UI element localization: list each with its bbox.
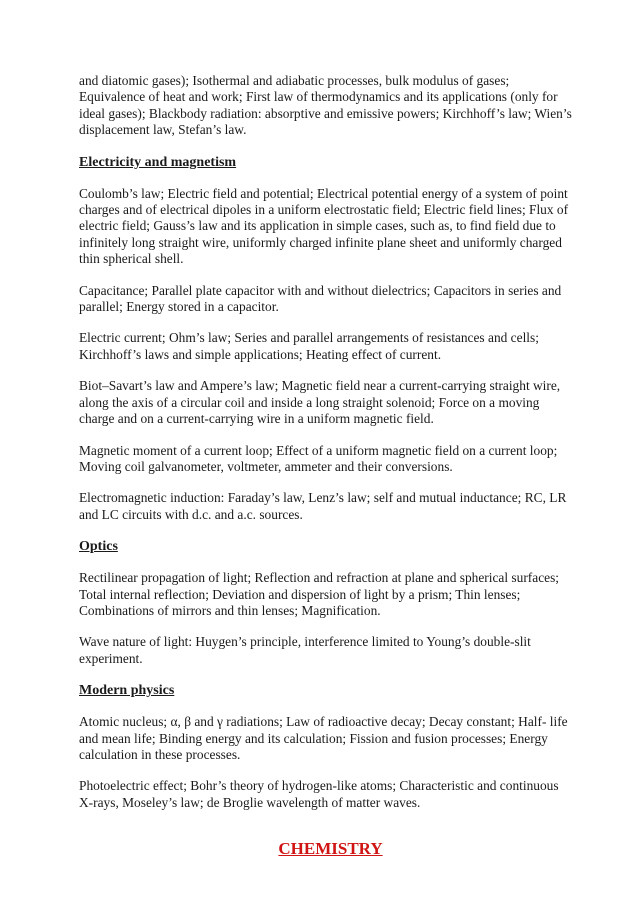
section-heading: Electricity and magnetism [79,154,237,170]
section-heading: Optics [79,539,118,555]
chemistry-title: CHEMISTRY [278,839,383,859]
paragraph: Electromagnetic induction: Faraday’s law, Lenz’s law; self and mutual inductance; RC, LR and LC circuits with d.c. and a.c. sources. [79,490,567,522]
paragraph: Capacitance; Parallel plate capacitor with and without dielectrics; Capacitors in series and parallel; Energy stored in a capacitor. [79,282,562,315]
section-modern-physics [79,682,574,811]
paragraph: Rectilinear propagation of light; Reflection and refraction at plane and spherical surfaces; Total internal reflection; Deviation and dispersion of light by a prism; Thin lenses; Combinations of mirrors and thin lenses; Magnification. [79,570,560,618]
paragraph: Biot–Savart’s law and Ampere’s law; Magnetic field near a current-carrying straight wire, along the axis of a circular coil and inside a long straight solenoid; Force on a moving charge and on a current-carrying wire in a uniform magnetic field. [79,378,561,427]
paragraph: Atomic nucleus; α, β and γ radiations; Law of radioactive decay; Decay constant; Half- life and mean life; Binding energy and its calculation; Fission and fusion processes; Energy calculation in these processes. [79,714,568,762]
paragraph: Magnetic moment of a current loop; Effect of a uniform magnetic field on a current loop; Moving coil galvanometer, voltmeter, ammeter and their conversions. [79,442,558,474]
section-optics [79,538,574,667]
paragraph: Electric current; Ohm’s law; Series and parallel arrangements of resistances and cells; Kirchhoff’s laws and simple applications; Heating effect of current. [79,330,539,362]
intro-paragraph: and diatomic gases); Isothermal and adiabatic processes, bulk modulus of gases; Equivalence of heat and work; First law of thermodynamics and its applications (only for ideal gases); Blackbody radiation: absorptive and emissive powers; Kirchhoff’s law; Wien’s displacement law, Stefan’s law. [79,73,572,138]
paragraph: Photoelectric effect; Bohr’s theory of hydrogen-like atoms; Characteristic and continuous X-rays, Moseley’s law; de Broglie wavelength of matter waves. [79,778,559,810]
paragraph: Wave nature of light: Huygen’s principle, interference limited to Young’s double-slit experiment. [79,634,531,666]
paragraph: Coulomb’s law; Electric field and potential; Electrical potential energy of a system of point charges and of electrical dipoles in a uniform electrostatic field; Electric field lines; Flux of electric field; Gauss’s law and its application in simple cases, such as, to find field due to infinitely long straight wire, uniformly charged infinite plane sheet and uniformly charged thin spherical shell. [79,185,569,267]
section-electricity-magnetism [79,154,574,524]
section-heading: Modern physics [79,683,175,699]
